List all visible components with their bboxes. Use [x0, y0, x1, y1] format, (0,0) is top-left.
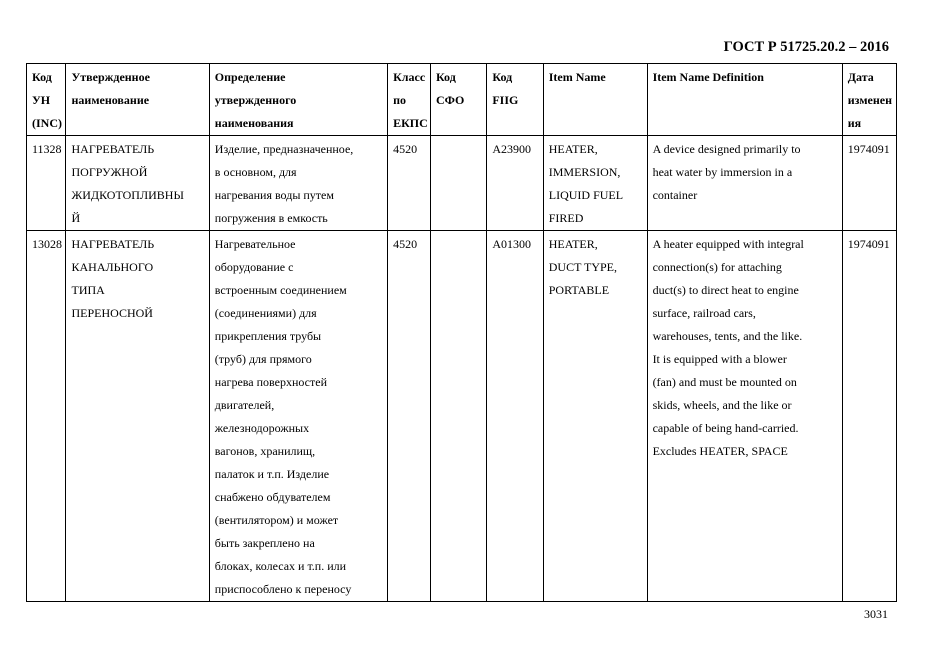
cell-line: LIQUID FUEL: [548, 188, 624, 202]
cell-item-name: [543, 231, 647, 602]
cell-line: duct(s) to direct heat to engine: [652, 283, 799, 297]
cell-approved-name: [66, 136, 209, 231]
cell-line: 1974091: [847, 237, 890, 251]
cell-line: ТИПА: [71, 283, 105, 297]
cell-ekps-class: [388, 136, 431, 231]
cell-ekps-class: [388, 231, 431, 602]
table-row: [27, 231, 897, 602]
cell-line: изменен: [847, 93, 892, 107]
cell-line: 11328: [32, 142, 62, 156]
cell-line: ПЕРЕНОСНОЙ: [71, 306, 153, 320]
header-item-name: [543, 64, 647, 136]
header-name-definition-ru: [209, 64, 387, 136]
cell-line: СФО: [435, 93, 465, 107]
cell-line: heat water by immersion in a: [652, 165, 793, 179]
header-sfo-code: [430, 64, 486, 136]
cell-line: Класс: [393, 70, 426, 84]
cell-line: Изделие, предназначенное,: [214, 142, 354, 156]
cell-line: по: [393, 93, 406, 107]
cell-line: skids, wheels, and the like or: [652, 398, 792, 412]
cell-line: ПОГРУЖНОЙ: [71, 165, 148, 179]
cell-line: 4520: [393, 142, 418, 156]
cell-line: приспособлено к переносу: [214, 582, 352, 596]
cell-line: Код: [435, 70, 456, 84]
cell-line: container: [652, 188, 698, 202]
cell-item-name: [543, 136, 647, 231]
cell-line: Item Name Definition: [652, 70, 764, 84]
cell-line: ЕКПС: [393, 116, 428, 130]
cell-line: 4520: [393, 237, 418, 251]
header-change-date: [842, 64, 896, 136]
cell-line: в основном, для: [214, 165, 297, 179]
cell-line: IMMERSION,: [548, 165, 621, 179]
cell-change-date: [842, 231, 896, 602]
cell-fiig-code: [487, 231, 543, 602]
cell-line: быть закреплено на: [214, 536, 315, 550]
cell-line: 13028: [32, 237, 62, 251]
cell-sfo-code: [430, 136, 486, 231]
header-fiig-code: [487, 64, 543, 136]
cell-line: погружения в емкость: [214, 211, 328, 225]
cell-line: двигателей,: [214, 398, 275, 412]
cell-line: УН: [32, 93, 51, 107]
cell-line: наименование: [71, 93, 150, 107]
cell-line: Определение: [214, 70, 286, 84]
cell-line: КАНАЛЬНОГО: [71, 260, 154, 274]
cell-sfo-code: [430, 231, 486, 602]
cell-name-definition-ru: [209, 231, 387, 602]
cell-line: утвержденного: [214, 93, 297, 107]
cell-line: вагонов, хранилищ,: [214, 444, 316, 458]
cell-line: прикрепления трубы: [214, 329, 322, 343]
cell-line: НАГРЕВАТЕЛЬ: [71, 237, 155, 251]
cell-line: наименования: [214, 116, 294, 130]
cell-line: (fan) and must be mounted on: [652, 375, 797, 389]
cell-fiig-code: [487, 136, 543, 231]
cell-line: Код: [492, 70, 513, 84]
cell-line: Й: [71, 211, 81, 225]
cell-line: Item Name: [548, 70, 606, 84]
header-code-inc: [27, 64, 66, 136]
cell-line: HEATER,: [548, 142, 598, 156]
cell-item-name-definition: [647, 136, 842, 231]
cell-line: Нагревательное: [214, 237, 296, 251]
document-title: ГОСТ Р 51725.20.2 – 2016: [723, 39, 889, 55]
cell-name-definition-ru: [209, 136, 387, 231]
cell-line: (соединениями) для: [214, 306, 317, 320]
cell-line: DUCT TYPE,: [548, 260, 617, 274]
cell-line: НАГРЕВАТЕЛЬ: [71, 142, 155, 156]
cell-line: нагревания воды путем: [214, 188, 334, 202]
cell-code-inc: [27, 231, 66, 602]
cell-line: блоках, колесах и т.п. или: [214, 559, 347, 573]
cell-line: оборудование с: [214, 260, 294, 274]
cell-line: (INC): [32, 116, 62, 130]
cell-line: снабжено обдувателем: [214, 490, 331, 504]
cell-line: встроенным соединением: [214, 283, 347, 297]
cell-line: It is equipped with a blower: [652, 352, 787, 366]
cell-line: A23900: [492, 142, 532, 156]
cell-line: FIRED: [548, 211, 584, 225]
cell-line: surface, railroad cars,: [652, 306, 756, 320]
cell-line: Дата: [847, 70, 874, 84]
cell-code-inc: [27, 136, 66, 231]
header-item-name-definition: [647, 64, 842, 136]
table-body: [27, 136, 897, 602]
cell-line: ия: [847, 116, 862, 130]
cell-line: A heater equipped with integral: [652, 237, 804, 251]
header-approved-name: [66, 64, 209, 136]
cell-change-date: [842, 136, 896, 231]
cell-line: A device designed primarily to: [652, 142, 801, 156]
cell-line: capable of being hand-carried.: [652, 421, 799, 435]
cell-line: железнодорожных: [214, 421, 310, 435]
data-table: [26, 63, 897, 602]
cell-line: FIIG: [492, 93, 519, 107]
cell-line: (вентилятором) и может: [214, 513, 339, 527]
cell-line: палаток и т.п. Изделие: [214, 467, 330, 481]
cell-line: A01300: [492, 237, 532, 251]
table-header-row: [27, 64, 897, 136]
table-row: [27, 136, 897, 231]
header-ekps-class: [388, 64, 431, 136]
cell-line: (труб) для прямого: [214, 352, 312, 366]
cell-line: warehouses, tents, and the like.: [652, 329, 803, 343]
cell-line: Код: [32, 70, 52, 84]
cell-line: Утвержденное: [71, 70, 150, 84]
page-number: 3031: [864, 607, 888, 621]
cell-item-name-definition: [647, 231, 842, 602]
cell-line: нагрева поверхностей: [214, 375, 327, 389]
cell-approved-name: [66, 231, 209, 602]
cell-line: connection(s) for attaching: [652, 260, 782, 274]
cell-line: ЖИДКОТОПЛИВНЫ: [71, 188, 184, 202]
cell-line: 1974091: [847, 142, 890, 156]
cell-line: PORTABLE: [548, 283, 610, 297]
cell-line: Excludes HEATER, SPACE: [652, 444, 788, 458]
cell-line: HEATER,: [548, 237, 598, 251]
